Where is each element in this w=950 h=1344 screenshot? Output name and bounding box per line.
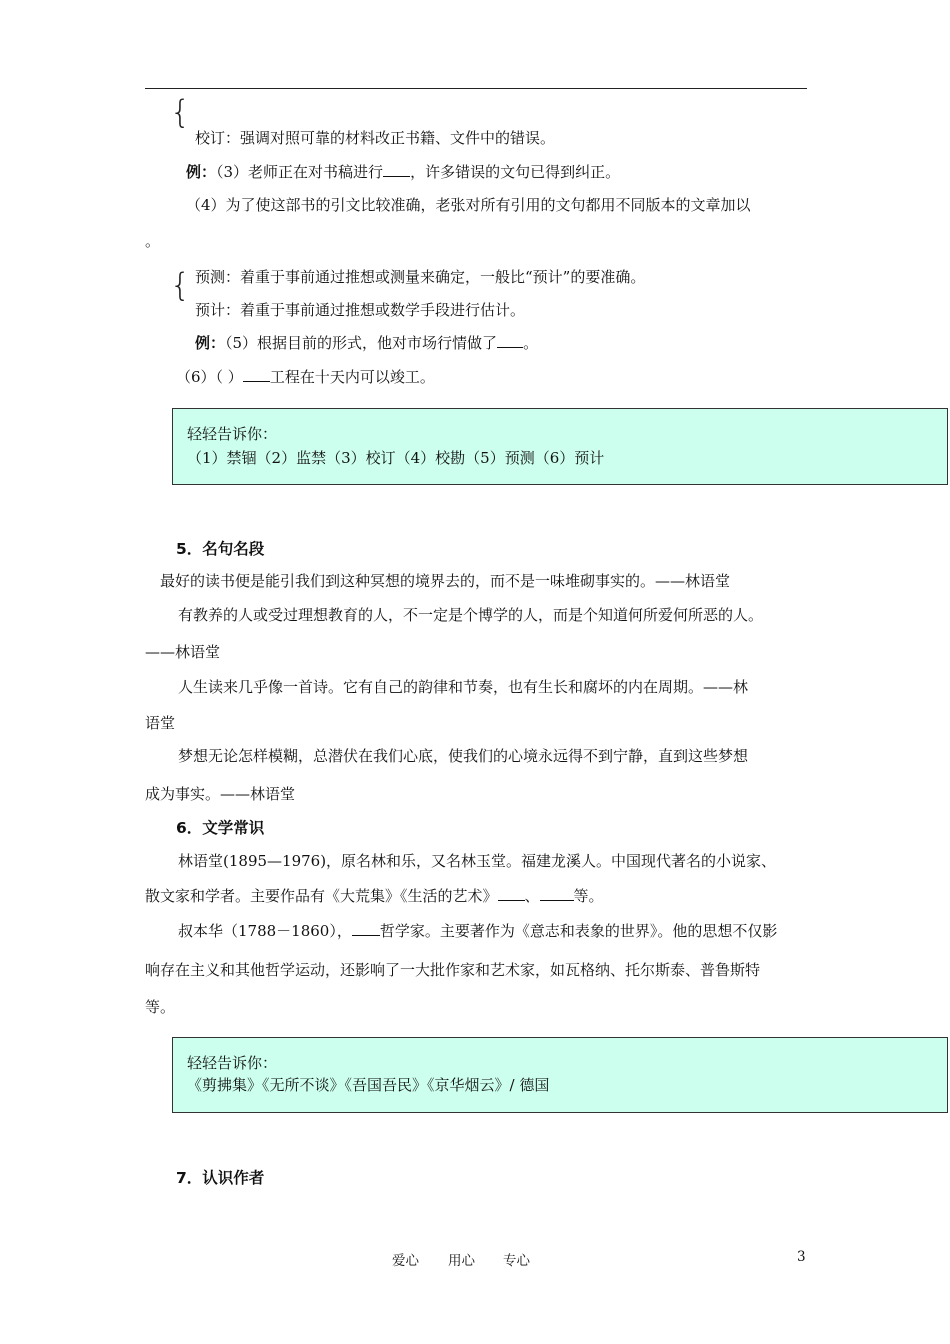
example-label: 例： bbox=[195, 334, 226, 352]
answer-blank bbox=[498, 887, 525, 901]
answer-blank bbox=[497, 334, 523, 348]
example-5: 例：（5）根据目前的形式，他对市场行情做了 。 bbox=[195, 334, 539, 352]
example-4-line1: （4）为了使这部书的引文比较准确，老张对所有引用的文句都用不同版本的文章加以 bbox=[186, 196, 751, 214]
answer-blank bbox=[383, 163, 410, 177]
yuce-definition: 预测：着重于事前通过推想或测量来确定，一般比“预计”的要准确。 bbox=[195, 268, 646, 286]
example-4-line2: 。 bbox=[145, 232, 161, 250]
footer-motto-focus: 专心 bbox=[503, 1253, 530, 1269]
answer-blank bbox=[352, 922, 380, 936]
tip-answers: 《剪拂集》《无所不谈》《吾国吾民》《京华烟云》/ 德国 bbox=[187, 1076, 550, 1094]
tip-box-answers bbox=[172, 408, 948, 485]
literature-p2-line1: 叔本华（1788－1860）， 哲学家。主要著作为《意志和表象的世界》。他的思想不仅影 bbox=[178, 922, 778, 940]
literature-p2-line2: 响存在主义和其他哲学运动，还影响了一大批作家和艺术家，如瓦格纳、托尔斯泰、普鲁斯特 bbox=[145, 961, 761, 979]
literature-p2-line3: 等。 bbox=[145, 998, 176, 1016]
jiaoding-definition: 校订：强调对照可靠的材料改正书籍、文件中的错误。 bbox=[195, 129, 556, 147]
tip-answers: （1）禁锢（2）监禁（3）校订（4）校勘（5）预测（6）预计 bbox=[187, 449, 605, 467]
answer-blank bbox=[540, 887, 574, 901]
example-label: 例： bbox=[186, 163, 217, 181]
quote-4-line1: 梦想无论怎样模糊，总潜伏在我们心底，使我们的心境永远得不到宁静，直到这些梦想 bbox=[178, 747, 749, 765]
tip-title: 轻轻告诉你： bbox=[187, 1054, 278, 1072]
example-6: （6）（ ） 工程在十天内可以竣工。 bbox=[176, 368, 435, 386]
tip-title: 轻轻告诉你： bbox=[187, 425, 278, 443]
section-heading-author: 7．认识作者 bbox=[176, 1169, 265, 1187]
answer-blank bbox=[243, 368, 270, 382]
literature-p1-line2: 散文家和学者。主要作品有《大荒集》《生活的艺术》 、 等。 bbox=[145, 887, 604, 905]
footer-motto-love: 爱心 bbox=[392, 1253, 419, 1269]
footer-motto-care: 用心 bbox=[448, 1253, 475, 1269]
section-heading-quotes: 5．名句名段 bbox=[176, 540, 265, 558]
quote-3-line2: 语堂 bbox=[145, 714, 176, 732]
quote-1: 最好的读书便是能引我们到这种冥想的境界去的，而不是一味堆砌事实的。——林语堂 bbox=[160, 572, 731, 590]
literature-p1-line1: 林语堂(1895—1976)，原名林和乐，又名林玉堂。福建龙溪人。中国现代著名的小说家、 bbox=[178, 852, 777, 870]
yuji-definition: 预计：着重于事前通过推想或数学手段进行估计。 bbox=[195, 301, 526, 319]
section-heading-literature: 6．文学常识 bbox=[176, 819, 265, 837]
page-number: 3 bbox=[797, 1249, 806, 1265]
header-rule bbox=[145, 88, 807, 89]
quote-3-line1: 人生读来几乎像一首诗。它有自己的韵律和节奏，也有生长和腐坏的内在周期。——林 bbox=[178, 678, 749, 696]
quote-2-line1: 有教养的人或受过理想教育的人，不一定是个博学的人，而是个知道何所爱何所恶的人。 bbox=[178, 606, 764, 624]
brace-icon: { bbox=[170, 266, 191, 304]
brace-icon: { bbox=[170, 93, 191, 131]
quote-2-line2: ——林语堂 bbox=[145, 643, 221, 661]
example-3: 例：（3）老师正在对书稿进行 ，许多错误的文句已得到纠正。 bbox=[186, 163, 621, 181]
quote-4-line2: 成为事实。——林语堂 bbox=[145, 785, 296, 803]
tip-box-literature bbox=[172, 1037, 948, 1113]
